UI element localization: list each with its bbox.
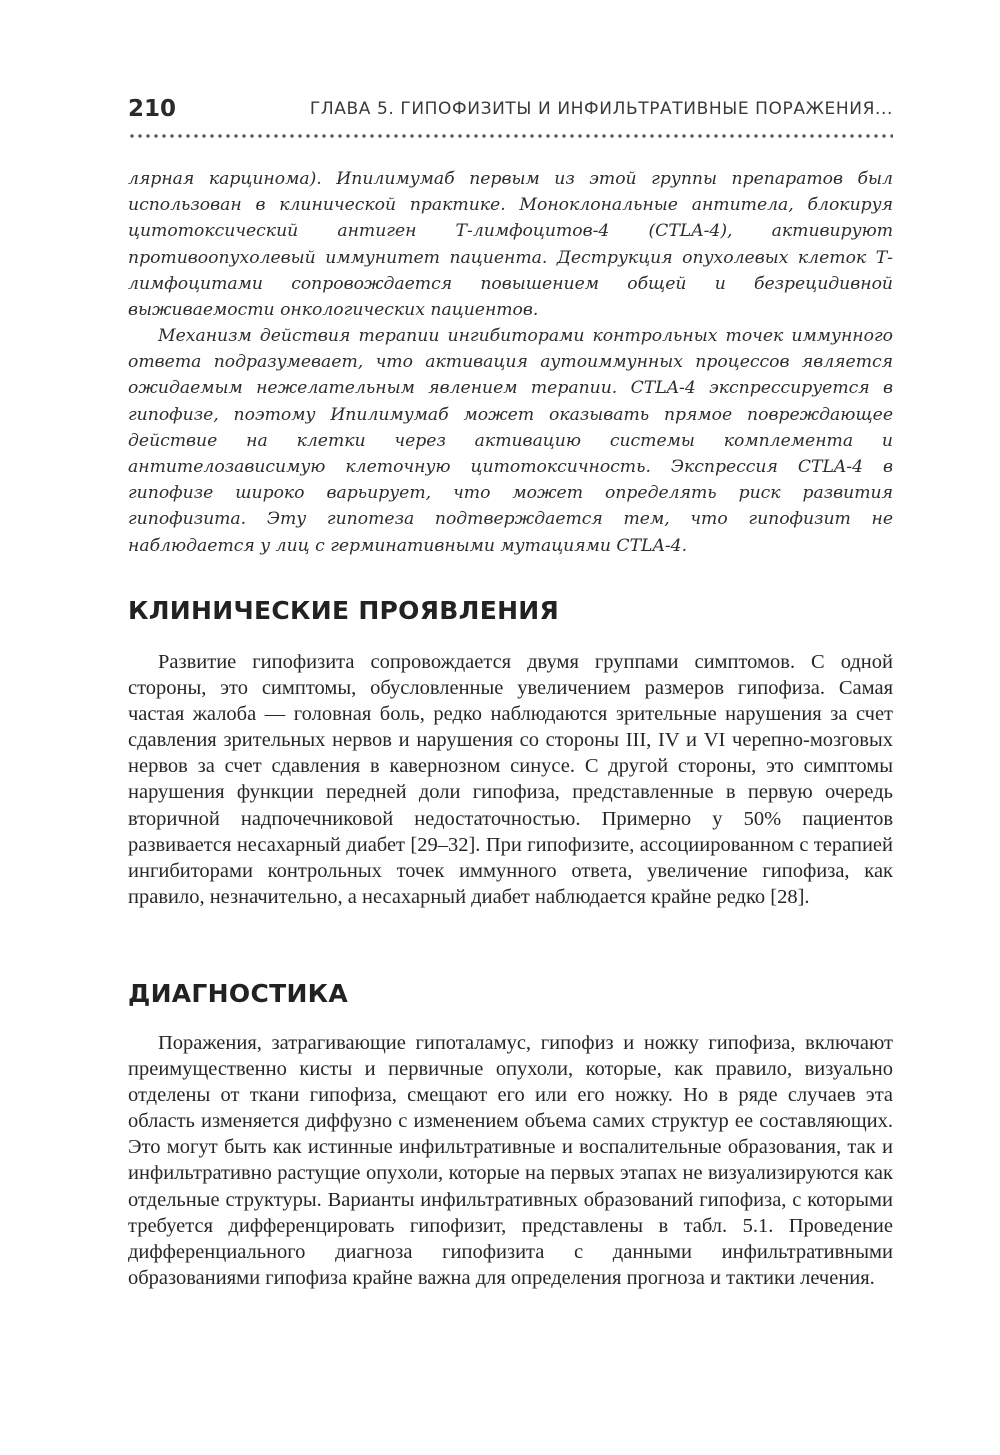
section-heading-diagnostics: ДИАГНОСТИКА: [128, 979, 349, 1008]
clinical-paragraph: Развитие гипофизита сопровождается двумя группами симптомов. С одной стороны, это симптомы, обусловленные увеличением размеров гипофиза. Самая частая жалоба — головная боль, редко наблюдаются зрительные нарушения за счет сдавления зрительных нервов и нарушения со стороны III, IV и VI черепно-мозговых нервов за счет сдавления в кавернозном синусе. С другой стороны, это симптомы нарушения функции передней доли гипофиза, представленные в первую очередь вторичной надпочечниковой недостаточностью. Примерно у 50% пациентов развивается несахарный диабет [29–32]. При гипофизите, ассоциированном с терапией ингибиторами контрольных точек иммунного ответа, увеличение гипофиза, как правило, незначительно, а несахарный диабет наблюдается крайне редко [28].: [128, 651, 893, 908]
running-header: [128, 96, 893, 128]
dotted-divider: [128, 133, 893, 139]
section-heading-clinical: КЛИНИЧЕСКИЕ ПРОЯВЛЕНИЯ: [128, 596, 560, 625]
italic-paragraph-mechanism: Механизм действия терапии ингибиторами контрольных точек иммунного ответа подразумевает, что активация аутоиммунных процессов является ожидаемым нежелательным явлением терапии. CTLA-4 экспрессируется в гипофизе, поэтому Ипилимумаб может оказывать прямое повреждающее действие на клетки через активацию системы комплемента и антителозависимую клеточную цитотоксичность. Экспрессия CTLA-4 в гипофизе широко варьирует, что может определять риск развития гипофизита. Эту гипотеза подтверждается тем, что гипофизит не наблюдается у лиц с герминативными мутациями CTLA-4.: [128, 326, 893, 556]
italic-paragraph-continued: лярная карцинома). Ипилимумаб первым из этой группы препаратов был использован в клинической практике. Моноклональные антитела, блокируя цитотоксический антиген Т-лимфоцитов-4 (CTLA-4), активируют противоопухолевый иммунитет пациента. Деструкция опухолевых клеток Т-лимфоцитами сопровождается повышением общей и безрецидивной выживаемости онкологических пациентов.: [128, 169, 893, 321]
running-title: ГЛАВА 5. ГИПОФИЗИТЫ И ИНФИЛЬТРАТИВНЫЕ ПОРАЖЕНИЯ...: [309, 99, 893, 119]
diagnostics-paragraph: Поражения, затрагивающие гипоталамус, гипофиз и ножку гипофиза, включают преимущественно кисты и первичные опухоли, которые, как правило, визуально отделены от ткани гипофиза, смещают его или его ножку. Но в ряде случаев эта область изменяется диффузно с изменением объема самих структур ее составляющих. Это могут быть как истинные инфильтративные и воспалительные образования, так и инфильтративно растущие опухоли, которые на первых этапах не визуализируются как отдельные структуры. Варианты инфильтративных образований гипофиза, с которыми требуется дифференцировать гипофизит, представлены в табл. 5.1. Проведение дифференциального диагноза гипофизита с данными инфильтративными образованиями гипофиза крайне важна для определения прогноза и тактики лечения.: [128, 1032, 893, 1289]
page-number: 210: [128, 96, 177, 122]
